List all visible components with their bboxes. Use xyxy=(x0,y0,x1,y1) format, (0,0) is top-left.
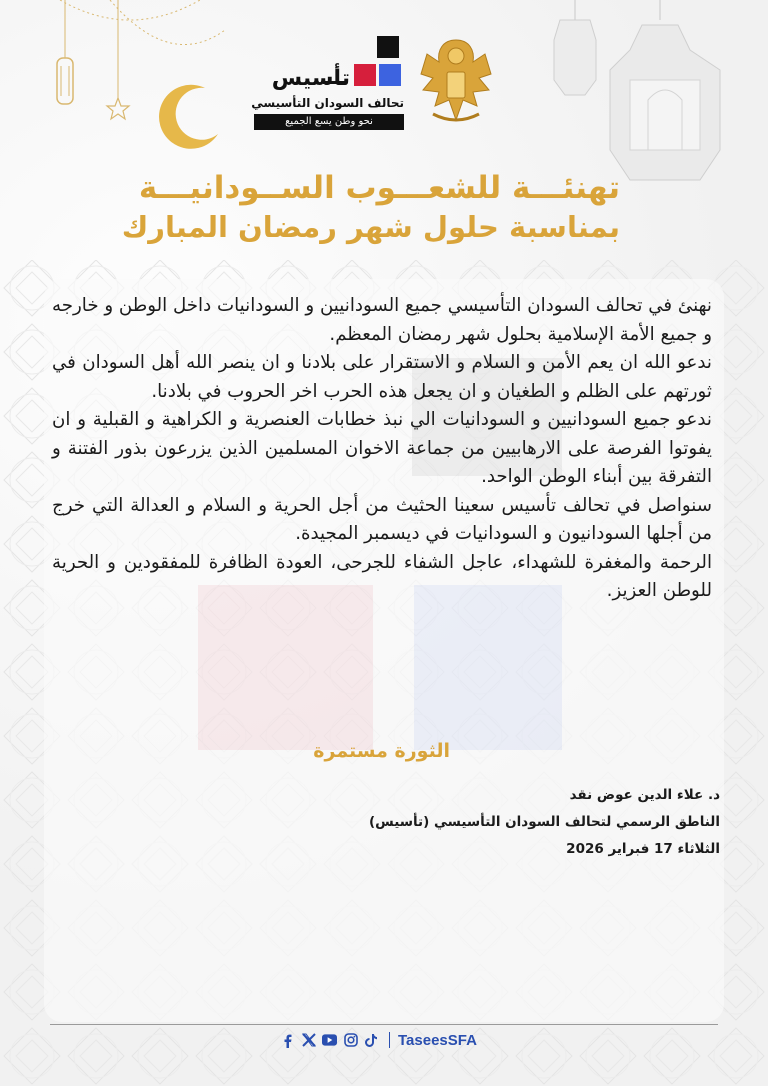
alliance-name: تحالف السودان التأسيسي xyxy=(251,96,404,110)
youtube-icon[interactable] xyxy=(322,1033,337,1048)
social-footer xyxy=(280,1029,477,1051)
paragraph: الرحمة والمغفرة للشهداء، عاجل الشفاء للجرحى، العودة الظافرة للمفقودين و الحرية للوطن العزيز. xyxy=(52,551,712,601)
logo-square-red xyxy=(354,64,376,86)
signatory-name: د. علاء الدين عوض نقد xyxy=(569,787,720,803)
instagram-icon[interactable] xyxy=(343,1033,358,1048)
page-subtitle: بمناسبة حلول شهر رمضان المبارك xyxy=(121,210,620,244)
revolution-slogan: الثورة مستمرة xyxy=(313,740,450,762)
brand-word: تأسيس xyxy=(271,66,350,91)
paragraph: ندعو جميع السودانيين و السودانيات الي نبذ خطابات العنصرية و الكراهية و القبلية و ان يفوتوا الفرصة على الارهابيين من جماعة الاخوان المسلمين الذين يزرعون بذور الفتنة و التفرقة بين أبناء الوطن الواحد. xyxy=(52,409,712,487)
x-icon[interactable] xyxy=(301,1033,316,1048)
alliance-slogan: نحو وطن يسع الجميع xyxy=(254,114,404,130)
watermark-square-red xyxy=(198,585,373,750)
paragraph: نهنئ في تحالف السودان التأسيسي جميع السودانيين و السودانيات داخل الوطن و خارجه و جميع الأمة الإسلامية بحلول شهر رمضان المعظم. xyxy=(52,295,712,345)
footer-divider xyxy=(50,1024,718,1025)
sudan-emblem-icon xyxy=(413,34,499,126)
social-handle[interactable]: TaseesSFA xyxy=(398,1031,477,1049)
logo-square-black xyxy=(377,36,399,58)
logo-square-blue xyxy=(379,64,401,86)
statement-body xyxy=(52,292,712,606)
header-logos xyxy=(251,34,508,134)
footer-separator xyxy=(389,1032,390,1048)
watermark-square-blue xyxy=(414,585,562,750)
tasees-logo xyxy=(251,34,408,134)
statement-date: الثلاثاء 17 فبراير 2026 xyxy=(566,841,720,857)
paragraph: سنواصل في تحالف تأسيس سعينا الحثيث من أجل الحرية و السلام و العدالة التي خرج من أجلها السودانيون و السودانيات في ديسمبر المجيدة. xyxy=(52,494,712,544)
facebook-icon[interactable] xyxy=(280,1033,295,1048)
tiktok-icon[interactable] xyxy=(364,1033,379,1048)
signatory-role: الناطق الرسمي لتحالف السودان التأسيسي (تأسيس) xyxy=(368,814,720,830)
paragraph: ندعو الله ان يعم الأمن و السلام و الاستقرار على بلادنا و ان ينصر الله أهل السودان في ثورتهم على الظلم و الطغيان و ان يجعل هذه الحرب اخر الحروب في بلادنا. xyxy=(52,352,712,402)
page-title: تهنئـــة للشعـــوب الســودانيـــة xyxy=(138,170,620,206)
ramadan-decoration xyxy=(40,0,230,150)
